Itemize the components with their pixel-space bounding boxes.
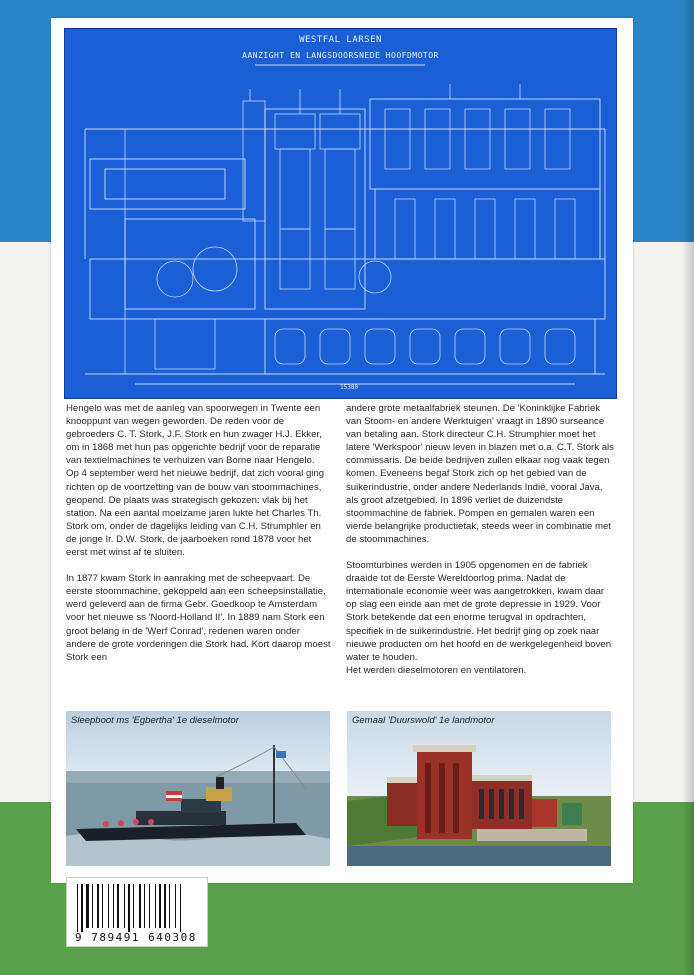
left-paragraph-1: Hengelo was met de aanleg van spoorwegen in Twente een knooppunt van wegen geworden. De reden voor de gebroeders C. T. Stork, J.F. Stork en hun zwager H.J. Ekker, om in 1868 met hun pas opgerichte bedrijf voor de reparatie van textielmachines te verhuizen van Borne naar Hengelo. Op 4 september werd het nieuwe bedrijf, dat zich vooral ging richten op de voortzetting van de bouw van stoommachines, geopend. De plaats was strategisch gekozen: vlak bij het station. Na een aantal moeizame jaren lukte het Charles Th. Stork om, onder de dagelijks leiding van C.H. Strumphler en de jonge Ir. D.W. Stork, de jaarboeken rond 1878 voor het eerst met winst af te sluiten.: [66, 403, 325, 559]
pumping-station-illustration: [347, 711, 611, 866]
isbn-number: 9 789491 640308: [75, 931, 197, 944]
blueprint-dimension: 15380: [340, 384, 359, 391]
blueprint-subtitle: AANZIGHT EN LANGSDOORSNEDE HOOFDMOTOR: [242, 51, 439, 60]
barcode-bars: [67, 880, 207, 932]
engine-blueprint: [64, 28, 617, 399]
left-paragraph-2: In 1877 kwam Stork in aanraking met de scheepvaart. De eerste stoommachine, gekoppeld aan een scheepsinstallatie, werd geleverd aan de firma Gebr. Goedkoop te Amsterdam voor het nieuwe ss 'Noord-Holland II'. In 1889 nam Stork een groot belang in de 'Werf Conrad', redenen waren onder andere de grote vorderingen die Stork had. Kort daarop moest Stork een: [66, 573, 331, 663]
tugboat-illustration: [66, 711, 330, 866]
tugboat-caption: Sleepboot ms 'Egbertha' 1e dieselmotor: [71, 715, 239, 726]
pumping-station-caption: Gemaal 'Duurswold' 1e landmotor: [352, 715, 495, 726]
isbn-barcode: [66, 877, 208, 947]
text-column-right: [346, 402, 616, 690]
book-edge-shadow: [682, 0, 694, 975]
right-paragraph-2: Stoomturbines werden in 1905 opgenomen en de fabriek draaide tot de Eerste Wereldoorlog prima. Nadat de internationale economie weer was aangetrokken, kwam daar op slag een einde aan met de grote depressie in 1929. Voor Stork betekende dat een enorme terugval in opdrachten, specifiek in de suikerindustrie. Het bedrijf ging op zoek naar nieuwe producten om het hoofd en de werkgelegenheid boven water te houden. Het werden dieselmotoren en ventilatoren.: [346, 560, 612, 676]
text-column-left: [66, 402, 332, 677]
blueprint-title: WESTFAL LARSEN: [299, 35, 382, 45]
right-paragraph-1: andere grote metaalfabriek steunen. De 'Koninklijke Fabriek van Stoom- en andere Werktuigen' vraagt in 1890 surseance van betaling aan. Stork directeur C.H. Strumphier moet het latere 'Werkspoor' nieuw leven in blazen met o.a. C.T. Stork als commissaris. De beide bedrijven zullen elkaar nog vaak tegen komen. Eveneens begaf Stork zich op het gebied van de suikerindustrie, onder andere Nederlands Indië, vooral Java, als groot afzetgebied. In 1896 verliet de duizendste stoommachine de fabriek. Pompen en gemalen waren een vierde belangrijke productietak, steeds weer in combinatie met de stoommachines.: [346, 403, 614, 545]
engine-drawing: [65, 29, 616, 398]
pumping-station-photo: [347, 711, 611, 866]
tugboat-photo: [66, 711, 330, 866]
